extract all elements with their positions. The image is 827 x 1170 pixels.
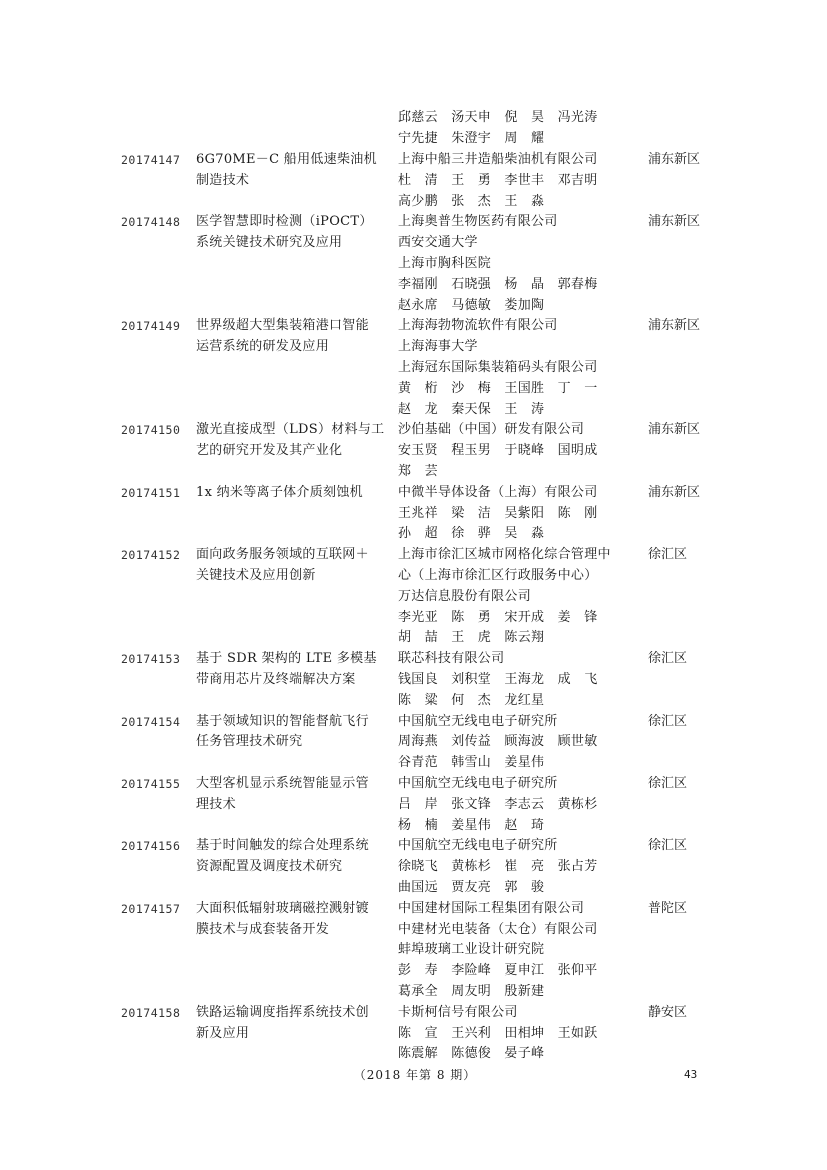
org-line: 孙 超 徐 骅 吴 淼 bbox=[398, 526, 545, 542]
project-title bbox=[196, 649, 388, 691]
title-line: 任务管理技术研究 bbox=[196, 734, 303, 750]
org-line: 中国航空无线电电子研究所 bbox=[398, 776, 558, 791]
district: 徐汇区 bbox=[648, 776, 688, 791]
org-line: 上海冠东国际集装箱码头有限公司 bbox=[398, 359, 598, 375]
org-line: 沙伯基础（中国）研发有限公司 bbox=[398, 422, 585, 438]
org-line: 高少鹏 张 杰 王 淼 bbox=[398, 193, 545, 209]
entry-number: 20174148 bbox=[121, 215, 181, 230]
entry-number: 20174157 bbox=[121, 901, 181, 916]
title-line: 医学智慧即时检测（iPOCT） bbox=[196, 214, 373, 230]
org-line: 中国航空无线电电子研究所 bbox=[398, 713, 558, 729]
entry-number: 20174155 bbox=[121, 777, 181, 791]
org-line: 上海市徐汇区城市网格化综合管理中 bbox=[398, 547, 611, 563]
org-line: 郑 芸 bbox=[398, 463, 438, 479]
org-line: 胡 喆 王 虎 陈云翔 bbox=[398, 630, 545, 646]
project-title bbox=[196, 545, 388, 587]
org-line: 上海市胸科医院 bbox=[398, 255, 492, 271]
title-line: 面向政务服务领域的互联网＋ bbox=[196, 547, 369, 563]
title-line: 艺的研究开发及其产业化 bbox=[196, 443, 343, 459]
title-line: 制造技术 bbox=[196, 172, 250, 188]
org-line: 吕 岸 张文锋 李志云 黄栋杉 bbox=[398, 796, 598, 812]
org-line: 卡斯柯信号有限公司 bbox=[398, 1004, 518, 1020]
organizations-and-people bbox=[398, 483, 638, 545]
project-title bbox=[196, 420, 388, 462]
org-line: 中国航空无线电电子研究所 bbox=[398, 838, 558, 854]
district: 浦东新区 bbox=[648, 318, 701, 334]
title-line: 基于 SDR 架构的 LTE 多模基 bbox=[196, 651, 377, 667]
title-line: 激光直接成型（LDS）材料与工 bbox=[196, 422, 385, 438]
district: 徐汇区 bbox=[648, 838, 688, 854]
organizations-and-people bbox=[398, 212, 638, 316]
title-line: 理技术 bbox=[196, 796, 236, 812]
page-footer bbox=[0, 1065, 827, 1085]
org-line: 中国建材国际工程集团有限公司 bbox=[398, 900, 585, 916]
org-line: 王兆祥 梁 洁 吴紫阳 陈 刚 bbox=[398, 505, 598, 521]
org-line: 西安交通大学 bbox=[398, 235, 478, 251]
title-line: 系统关键技术研究及应用 bbox=[196, 235, 343, 251]
district: 浦东新区 bbox=[648, 214, 701, 230]
org-line: 徐晓飞 黄栋杉 崔 亮 张占芳 bbox=[398, 859, 598, 875]
title-line: 运营系统的研发及应用 bbox=[196, 339, 330, 355]
name-line: 宁先捷 朱澄宇 周 耀 bbox=[398, 130, 545, 146]
project-title bbox=[196, 150, 388, 192]
title-line: 资源配置及调度技术研究 bbox=[196, 859, 343, 875]
name-line: 邱慈云 汤天申 倪 昊 冯光涛 bbox=[398, 110, 598, 125]
district: 徐汇区 bbox=[648, 547, 688, 563]
org-line: 联芯科技有限公司 bbox=[398, 651, 505, 667]
district: 徐汇区 bbox=[648, 713, 688, 729]
project-title bbox=[196, 899, 388, 941]
entry-number: 20174158 bbox=[121, 1005, 181, 1020]
organizations-and-people bbox=[398, 899, 638, 1003]
organizations-and-people bbox=[398, 420, 638, 482]
organizations-and-people bbox=[398, 150, 638, 212]
entry-number: 20174153 bbox=[121, 652, 181, 667]
org-line: 蚌埠玻璃工业设计研究院 bbox=[398, 942, 545, 958]
org-line: 李光亚 陈 勇 宋开成 姜 锋 bbox=[398, 609, 598, 625]
title-line: 基于领域知识的智能督航飞行 bbox=[196, 713, 369, 729]
district: 徐汇区 bbox=[648, 651, 688, 667]
org-line: 上海中船三井造船柴油机有限公司 bbox=[398, 152, 598, 167]
title-line: 带商用芯片及终端解决方案 bbox=[196, 671, 356, 687]
org-line: 陈震解 陈德俊 晏子峰 bbox=[398, 1046, 545, 1062]
district: 静安区 bbox=[648, 1004, 688, 1020]
district: 浦东新区 bbox=[648, 422, 701, 438]
org-line: 上海海勃物流软件有限公司 bbox=[398, 318, 558, 334]
org-line: 陈 粱 何 杰 龙红星 bbox=[398, 692, 545, 708]
org-line: 黄 桁 沙 梅 王国胜 丁 一 bbox=[398, 380, 598, 396]
entry-number: 20174147 bbox=[121, 153, 181, 167]
title-line: 关键技术及应用创新 bbox=[196, 567, 316, 583]
entry-number: 20174149 bbox=[121, 319, 181, 334]
org-line: 心（上海市徐汇区行政服务中心） bbox=[398, 567, 598, 583]
project-title bbox=[196, 836, 388, 878]
org-line: 曲国远 贾友亮 郭 骏 bbox=[398, 879, 545, 895]
entry-number: 20174150 bbox=[121, 423, 181, 438]
title-line: 1x 纳米等离子体介质刻蚀机 bbox=[196, 484, 363, 500]
org-line: 中微半导体设备（上海）有限公司 bbox=[398, 484, 598, 500]
org-line: 赵永席 马德敏 娄加陶 bbox=[398, 297, 545, 313]
project-title bbox=[196, 774, 388, 816]
organizations-and-people bbox=[398, 649, 638, 711]
issue-label: （2018 年第 8 期） bbox=[353, 1068, 477, 1082]
org-line: 杨 楠 姜星伟 赵 琦 bbox=[398, 817, 545, 833]
org-line: 周海燕 刘传益 顾海波 顾世敏 bbox=[398, 734, 598, 750]
entry-number: 20174152 bbox=[121, 548, 181, 563]
continuation-names bbox=[398, 108, 638, 150]
org-line: 上海海事大学 bbox=[398, 339, 478, 355]
org-line: 彭 寿 李险峰 夏申江 张仰平 bbox=[398, 963, 598, 979]
title-line: 6G70ME－C 船用低速柴油机 bbox=[196, 152, 377, 167]
org-line: 安玉贤 程玉男 于晓峰 国明成 bbox=[398, 443, 598, 459]
project-title bbox=[196, 712, 388, 754]
org-line: 万达信息股份有限公司 bbox=[398, 588, 532, 604]
entry-number: 20174154 bbox=[121, 714, 181, 729]
org-line: 上海奥普生物医药有限公司 bbox=[398, 214, 558, 230]
entry-number: 20174156 bbox=[121, 839, 181, 854]
organizations-and-people bbox=[398, 774, 638, 836]
project-title bbox=[196, 483, 388, 504]
district: 普陀区 bbox=[648, 900, 688, 916]
project-title bbox=[196, 316, 388, 358]
organizations-and-people bbox=[398, 836, 638, 898]
project-title bbox=[196, 212, 388, 254]
organizations-and-people bbox=[398, 545, 638, 649]
title-line: 新及应用 bbox=[196, 1025, 250, 1041]
entry-number: 20174151 bbox=[121, 485, 181, 500]
title-line: 大型客机显示系统智能显示管 bbox=[196, 776, 369, 791]
organizations-and-people bbox=[398, 316, 638, 420]
org-line: 陈 宣 王兴利 田相坤 王如跃 bbox=[398, 1025, 598, 1041]
org-line: 钱国良 刘积堂 王海龙 成 飞 bbox=[398, 671, 598, 687]
district: 浦东新区 bbox=[648, 484, 701, 500]
org-line: 谷青范 韩雪山 姜星伟 bbox=[398, 755, 545, 771]
title-line: 基于时间触发的综合处理系统 bbox=[196, 838, 369, 854]
district: 浦东新区 bbox=[648, 152, 701, 167]
title-line: 世界级超大型集装箱港口智能 bbox=[196, 318, 369, 334]
title-line: 膜技术与成套装备开发 bbox=[196, 921, 330, 937]
page-number: 43 bbox=[684, 1068, 698, 1081]
org-line: 杜 清 王 勇 李世丰 邓吉明 bbox=[398, 172, 598, 188]
org-line: 赵 龙 秦天保 王 涛 bbox=[398, 401, 545, 417]
project-title bbox=[196, 1003, 388, 1045]
title-line: 铁路运输调度指挥系统技术创 bbox=[196, 1004, 369, 1020]
title-line: 大面积低辐射玻璃磁控溅射镀 bbox=[196, 900, 369, 916]
organizations-and-people bbox=[398, 712, 638, 774]
org-line: 中建材光电装备（太仓）有限公司 bbox=[398, 921, 598, 937]
org-line: 葛承全 周友明 殷新建 bbox=[398, 983, 545, 999]
org-line: 李福刚 石晓强 杨 晶 郭春梅 bbox=[398, 276, 598, 292]
organizations-and-people bbox=[398, 1003, 638, 1065]
